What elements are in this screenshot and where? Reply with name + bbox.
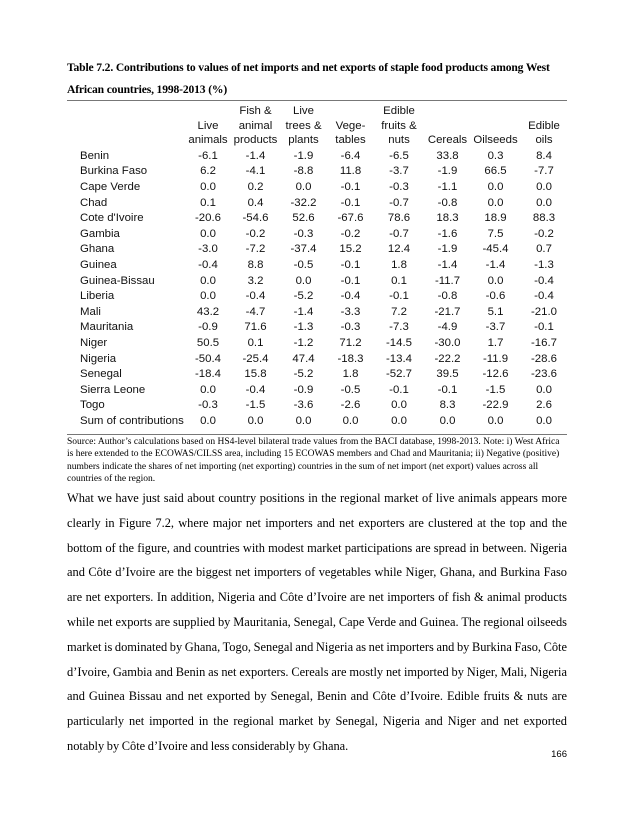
cell-oilseeds: -1.4: [485, 258, 506, 271]
cell-oilseeds: 0.0: [487, 414, 504, 427]
cell-country: Gambia: [80, 227, 120, 240]
table-row: [67, 352, 567, 368]
table-row: [67, 180, 567, 196]
cell-live-trees-plants: -32.2: [290, 196, 317, 209]
table-row: [67, 414, 567, 430]
cell-vegetables: 1.8: [342, 368, 359, 381]
cell-fish-animal-products: -25.4: [242, 352, 269, 365]
cell-vegetables: -0.1: [340, 196, 361, 209]
cell-edible-oils: -28.6: [531, 352, 557, 365]
cell-vegetables: -0.3: [340, 321, 361, 334]
cell-live-animals: -50.4: [195, 352, 221, 365]
header-country: [67, 104, 184, 149]
cell-edible-oils: 2.6: [536, 399, 552, 412]
cell-oilseeds: 5.1: [487, 305, 504, 318]
cell-cereals: 33.8: [436, 149, 459, 162]
cell-live-trees-plants: -8.8: [293, 165, 314, 178]
table-row: [67, 289, 567, 305]
cell-oilseeds: -1.5: [485, 383, 506, 396]
cell-live-animals: -0.4: [198, 258, 218, 271]
table-row: [67, 367, 567, 383]
cell-edible-oils: -23.6: [531, 368, 557, 381]
cell-edible-fruits-nuts: -52.7: [386, 368, 412, 381]
cell-cereals: -30.0: [434, 336, 461, 349]
cell-cereals: -1.9: [437, 165, 458, 178]
cell-vegetables: 15.2: [339, 243, 362, 256]
cell-live-animals: 0.0: [200, 180, 216, 193]
header-live-animals: Live animals: [188, 119, 228, 147]
cell-country: Ghana: [80, 243, 115, 256]
cell-fish-animal-products: -4.1: [245, 165, 266, 178]
cell-live-animals: 0.0: [200, 227, 216, 240]
cell-vegetables: 0.0: [342, 414, 359, 427]
cell-edible-fruits-nuts: -0.3: [389, 180, 409, 193]
cell-country: Nigeria: [80, 352, 117, 365]
header-oilseeds: Oilseeds: [473, 134, 518, 147]
cell-cereals: 39.5: [436, 368, 459, 381]
cell-live-trees-plants: 0.0: [295, 180, 312, 193]
table-caption: Table 7.2. Contributions to values of net imports and net exports of staple food products among West African countries, 1998-2013 (%): [67, 61, 550, 96]
cell-oilseeds: -12.6: [482, 368, 509, 381]
cell-live-animals: 0.0: [200, 290, 216, 303]
cell-cereals: -0.8: [437, 290, 458, 303]
cell-vegetables: -3.3: [340, 305, 361, 318]
page-number: 166: [551, 749, 567, 760]
cell-cereals: -1.6: [437, 227, 458, 240]
cell-live-animals: -18.4: [195, 368, 221, 381]
cell-edible-fruits-nuts: -0.1: [389, 383, 409, 396]
cell-vegetables: 71.2: [339, 336, 362, 349]
cell-cereals: -21.7: [434, 305, 461, 318]
table-row: [67, 320, 567, 336]
cell-edible-oils: -0.4: [534, 274, 554, 287]
cell-live-trees-plants: -3.6: [293, 399, 314, 412]
cell-fish-animal-products: 0.0: [247, 414, 264, 427]
cell-edible-fruits-nuts: 7.2: [391, 305, 407, 318]
table-row: [67, 196, 567, 212]
cell-live-trees-plants: -37.4: [290, 243, 317, 256]
cell-oilseeds: -11.9: [482, 352, 509, 365]
cell-oilseeds: -22.9: [482, 399, 509, 412]
cell-live-trees-plants: 0.0: [295, 274, 312, 287]
cell-edible-fruits-nuts: 0.1: [391, 274, 407, 287]
cell-edible-fruits-nuts: -0.7: [389, 227, 409, 240]
cell-cereals: -0.8: [437, 196, 458, 209]
cell-country: Benin: [80, 149, 110, 162]
header-edible-oils: Edible oils: [528, 119, 560, 147]
cell-fish-animal-products: -1.5: [245, 399, 266, 412]
cell-edible-fruits-nuts: -0.1: [389, 290, 409, 303]
cell-fish-animal-products: 15.8: [244, 368, 267, 381]
cell-fish-animal-products: 0.1: [247, 336, 264, 349]
table-header-row: [67, 104, 567, 149]
cell-cereals: -22.2: [434, 352, 461, 365]
cell-live-animals: 0.0: [200, 274, 216, 287]
cell-fish-animal-products: 71.6: [244, 321, 267, 334]
cell-country: Guinea-Bissau: [80, 274, 155, 287]
header-edible-fruits-nuts: Edible fruits & nuts: [381, 105, 417, 147]
cell-edible-oils: -1.3: [534, 258, 554, 271]
cell-fish-animal-products: -1.4: [245, 149, 266, 162]
cell-country: Cote d'Ivoire: [80, 212, 144, 225]
cell-edible-fruits-nuts: -3.7: [389, 165, 409, 178]
table-row: [67, 398, 567, 414]
cell-live-trees-plants: -0.3: [293, 227, 314, 240]
cell-edible-oils: 0.0: [536, 180, 552, 193]
cell-edible-oils: 0.0: [536, 414, 552, 427]
cell-edible-oils: -0.2: [534, 227, 554, 240]
cell-edible-oils: 0.0: [536, 196, 552, 209]
header-cereals: Cereals: [427, 134, 468, 147]
cell-cereals: 0.0: [439, 414, 456, 427]
cell-edible-oils: -16.7: [531, 336, 557, 349]
cell-oilseeds: 66.5: [484, 165, 507, 178]
cell-vegetables: -18.3: [337, 352, 364, 365]
cell-vegetables: -0.1: [340, 180, 361, 193]
cell-edible-fruits-nuts: 0.0: [391, 399, 407, 412]
table-top-rule: [67, 100, 567, 101]
cell-edible-oils: -7.7: [534, 165, 554, 178]
cell-edible-fruits-nuts: -6.5: [389, 149, 409, 162]
cell-vegetables: -67.6: [337, 212, 364, 225]
cell-vegetables: -0.2: [340, 227, 361, 240]
cell-vegetables: -2.6: [340, 399, 361, 412]
cell-live-animals: -0.3: [198, 399, 218, 412]
table-row: [67, 149, 567, 165]
cell-edible-oils: 0.0: [536, 383, 552, 396]
cell-live-trees-plants: -0.9: [293, 383, 314, 396]
table-row: [67, 258, 567, 274]
cell-oilseeds: -0.6: [485, 290, 506, 303]
cell-live-trees-plants: -5.2: [293, 368, 314, 381]
cell-edible-fruits-nuts: -14.5: [386, 336, 412, 349]
cell-vegetables: 11.8: [339, 165, 362, 178]
cell-fish-animal-products: -0.4: [245, 383, 266, 396]
table-row: [67, 242, 567, 258]
cell-edible-oils: 88.3: [532, 212, 556, 225]
cell-fish-animal-products: -7.2: [245, 243, 266, 256]
cell-live-trees-plants: -0.5: [293, 258, 314, 271]
cell-live-trees-plants: -1.9: [293, 149, 314, 162]
table-bottom-rule: [67, 434, 567, 435]
cell-edible-oils: 8.4: [536, 149, 552, 162]
cell-oilseeds: 1.7: [487, 336, 504, 349]
cell-live-animals: -20.6: [195, 212, 221, 225]
cell-edible-fruits-nuts: 78.6: [387, 212, 411, 225]
contributions-table: [67, 104, 567, 429]
source-note: Source: Author’s calculations based on HS4-level bilateral trade values from the BACI database, 1998-2013. Note: i) West Africa is here extended to the ECOWAS/CILSS area, including 15 ECOWAS members and Chad and Mauritania; ii) Negative (positive) numbers indicate the shares of net importing (net exporting) countries in the sum of net import (net export) values across all countries of the region.: [67, 437, 560, 485]
table-row: [67, 336, 567, 352]
cell-oilseeds: 0.0: [487, 180, 504, 193]
cell-oilseeds: 0.3: [487, 149, 504, 162]
cell-fish-animal-products: 8.8: [247, 258, 264, 271]
cell-oilseeds: 0.0: [487, 196, 504, 209]
body-paragraph: What we have just said about country positions in the regional market of live animals appears more clearly in Figure 7.2, where major net importers and net exporters are clustered at the top and the bottom of the figure, and countries with modest market participations are spread in between. Nigeria and Côte d’Ivoire are the biggest net importers of vegetables while Niger, Ghana, and Burkina Faso are net exporters. In addition, Nigeria and Côte d’Ivoire are net importers of fish & animal products while net exports are supplied by Mauritania, Senegal, Cape Verde and Guinea. The regional oilseeds market is dominated by Ghana, Togo, Senegal and Nigeria as net importers and by Burkina Faso, Côte d’Ivoire, Gambia and Benin as net exporters. Cereals are mostly net imported by Niger, Mali, Nigeria and Guinea Bissau and net exported by Senegal, Benin and Côte d’Ivoire. Edible fruits & nuts are particularly net imported in the regional market by Senegal, Nigeria and Niger and net exported notably by Côte d’Ivoire and less considerably by Ghana.: [67, 491, 567, 753]
header-live-trees-plants: Live trees & plants: [285, 105, 322, 147]
cell-oilseeds: -3.7: [485, 321, 506, 334]
cell-vegetables: -0.1: [340, 274, 361, 287]
table-row: [67, 305, 567, 321]
cell-fish-animal-products: -0.4: [245, 290, 266, 303]
cell-oilseeds: -45.4: [482, 243, 509, 256]
cell-cereals: 18.3: [436, 212, 459, 225]
cell-oilseeds: 18.9: [484, 212, 507, 225]
table-row: [67, 383, 567, 399]
cell-live-animals: 43.2: [196, 305, 220, 318]
cell-country: Guinea: [80, 258, 117, 271]
cell-fish-animal-products: 0.4: [247, 196, 264, 209]
cell-live-animals: 0.1: [200, 196, 216, 209]
cell-edible-fruits-nuts: 0.0: [391, 414, 407, 427]
cell-fish-animal-products: -54.6: [242, 212, 269, 225]
cell-oilseeds: 7.5: [487, 227, 504, 240]
cell-country: Niger: [80, 336, 108, 349]
cell-live-trees-plants: -1.2: [293, 336, 314, 349]
table-row: [67, 211, 567, 227]
cell-fish-animal-products: -0.2: [245, 227, 266, 240]
header-vegetables: Vege- tables: [335, 119, 366, 147]
cell-live-trees-plants: 0.0: [295, 414, 312, 427]
cell-country: Mali: [80, 305, 101, 318]
cell-country: Sum of contributions: [80, 414, 184, 427]
cell-edible-fruits-nuts: 1.8: [391, 258, 407, 271]
cell-live-trees-plants: 47.4: [292, 352, 315, 365]
cell-country: Togo: [80, 399, 105, 412]
cell-cereals: -1.4: [437, 258, 458, 271]
cell-live-trees-plants: 52.6: [292, 212, 315, 225]
cell-edible-oils: -0.1: [534, 321, 554, 334]
cell-oilseeds: 0.0: [487, 274, 504, 287]
cell-cereals: -1.1: [437, 180, 458, 193]
cell-live-animals: 0.0: [200, 383, 216, 396]
cell-live-animals: -3.0: [198, 243, 218, 256]
cell-country: Burkina Faso: [80, 165, 148, 178]
cell-country: Sierra Leone: [80, 383, 146, 396]
cell-fish-animal-products: 0.2: [247, 180, 264, 193]
cell-vegetables: -0.1: [340, 258, 361, 271]
cell-country: Mauritania: [80, 321, 134, 334]
header-fish-animal-products: Fish & animal products: [233, 105, 278, 147]
table-body: [67, 149, 567, 430]
cell-cereals: -11.7: [434, 274, 461, 287]
cell-live-animals: 50.5: [196, 336, 220, 349]
cell-live-animals: 0.0: [200, 414, 216, 427]
cell-live-animals: -6.1: [198, 149, 218, 162]
cell-country: Senegal: [80, 368, 122, 381]
cell-edible-fruits-nuts: 12.4: [387, 243, 411, 256]
cell-edible-fruits-nuts: -0.7: [389, 196, 409, 209]
table-row: [67, 164, 567, 180]
cell-country: Cape Verde: [80, 180, 141, 193]
cell-live-animals: 6.2: [200, 165, 216, 178]
cell-country: Chad: [80, 196, 108, 209]
cell-vegetables: -0.4: [340, 290, 361, 303]
cell-edible-fruits-nuts: -7.3: [389, 321, 409, 334]
cell-live-animals: -0.9: [198, 321, 218, 334]
cell-live-trees-plants: -1.3: [293, 321, 314, 334]
cell-live-trees-plants: -5.2: [293, 290, 314, 303]
cell-edible-fruits-nuts: -13.4: [386, 352, 412, 365]
cell-edible-oils: -21.0: [531, 305, 557, 318]
cell-edible-oils: -0.4: [534, 290, 554, 303]
cell-live-trees-plants: -1.4: [293, 305, 314, 318]
cell-fish-animal-products: 3.2: [247, 274, 264, 287]
table-row: [67, 227, 567, 243]
cell-country: Liberia: [80, 290, 115, 303]
cell-cereals: -1.9: [437, 243, 458, 256]
cell-cereals: -4.9: [437, 321, 458, 334]
table-row: [67, 274, 567, 290]
cell-cereals: -0.1: [437, 383, 458, 396]
cell-cereals: 8.3: [439, 399, 456, 412]
cell-vegetables: -6.4: [340, 149, 361, 162]
cell-fish-animal-products: -4.7: [245, 305, 266, 318]
cell-vegetables: -0.5: [340, 383, 361, 396]
cell-edible-oils: 0.7: [536, 243, 552, 256]
